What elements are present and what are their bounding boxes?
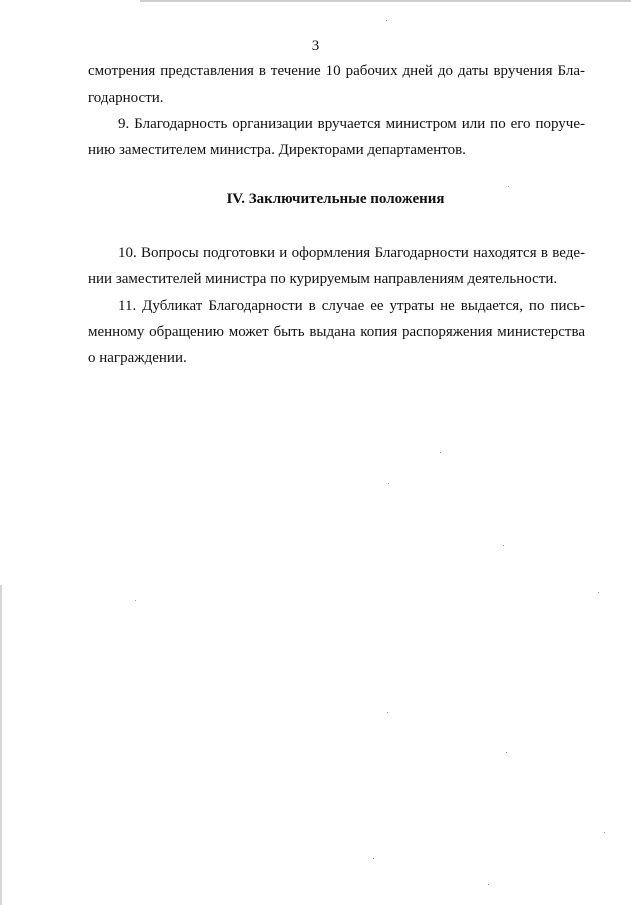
scan-speck xyxy=(373,858,374,859)
paragraph-line: годарности. xyxy=(88,90,164,106)
paragraph-line: нии заместителей министра по курируемым направлениям деятельности. xyxy=(88,271,558,287)
scan-speck xyxy=(440,452,441,453)
scan-speck xyxy=(488,884,489,885)
scan-border-left xyxy=(0,585,2,905)
paragraph-line: смотрения представления в течение 10 рабочих дней до даты вручения Бла- xyxy=(88,63,585,79)
paragraph-line: 10. Вопросы подготовки и оформления Благодарности находятся в веде- xyxy=(118,245,585,261)
scan-speck xyxy=(386,20,387,21)
scan-speck xyxy=(598,592,599,593)
scan-speck xyxy=(388,483,389,484)
scan-speck xyxy=(508,186,509,187)
paragraph-line: 11. Дубликат Благодарности в случае ее утраты не выдается, по пись- xyxy=(118,298,585,314)
scan-speck xyxy=(387,712,388,713)
paragraph-line: нию заместителем министра. Директорами департаментов. xyxy=(88,142,466,158)
paragraph-line: 9. Благодарность организации вручается министром или по его поруче- xyxy=(118,116,585,132)
scan-border-top xyxy=(140,0,631,2)
scan-speck xyxy=(506,752,507,753)
paragraph-line: менному обращению может быть выдана копия распоряжения министерства xyxy=(88,324,585,340)
scan-speck xyxy=(135,600,136,601)
paragraph-line: о награждении. xyxy=(88,350,187,366)
page-number: 3 xyxy=(311,38,320,54)
section-heading: IV. Заключительные положения xyxy=(226,191,445,207)
scan-speck xyxy=(604,832,605,833)
scan-speck xyxy=(503,545,504,546)
